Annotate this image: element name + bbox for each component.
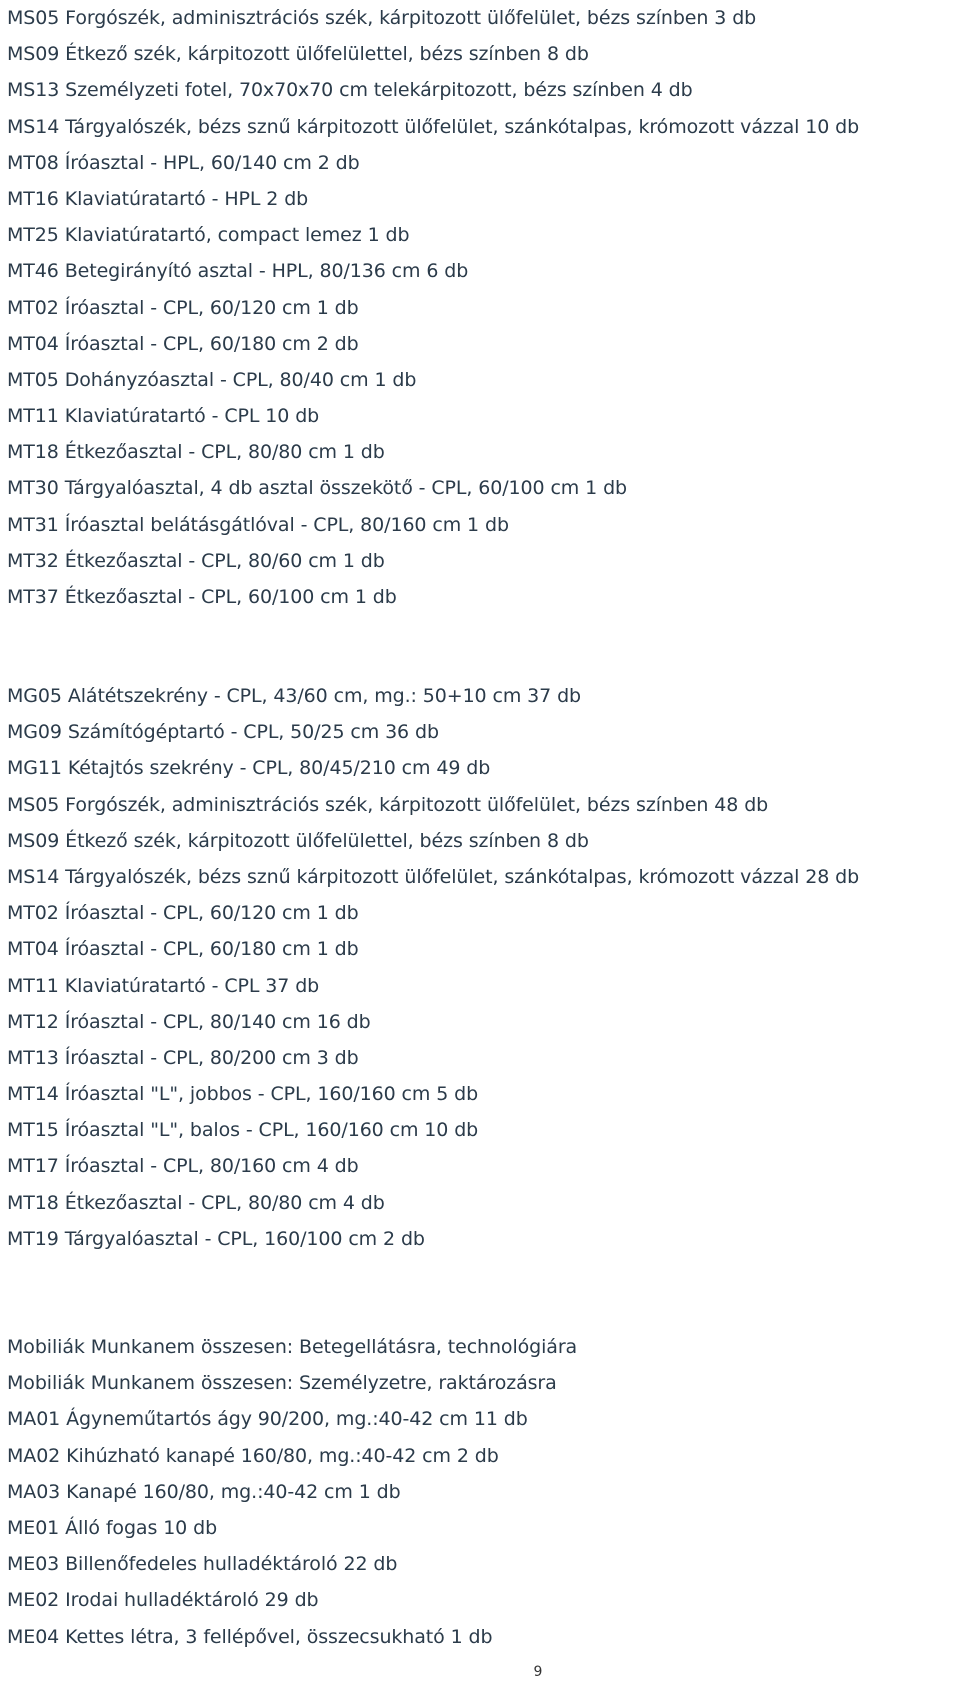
list-item: MT19 Tárgyalóasztal - CPL, 160/100 cm 2 db [7,1227,425,1250]
list-item: ME03 Billenőfedeles hulladéktároló 22 db [7,1553,398,1576]
list-item: ME02 Irodai hulladéktároló 29 db [7,1589,319,1612]
list-item: MT18 Étkezőasztal - CPL, 80/80 cm 1 db [7,441,385,464]
list-item: MT46 Betegirányító asztal - HPL, 80/136 cm 6 db [7,260,469,283]
list-item: MA01 Ágyneműtartós ágy 90/200, mg.:40-42 cm 11 db [7,1408,528,1431]
list-item: MA03 Kanapé 160/80, mg.:40-42 cm 1 db [7,1480,401,1503]
list-item: MT12 Íróasztal - CPL, 80/140 cm 16 db [7,1010,371,1033]
item-list-section-2 [7,678,957,1257]
list-item: MT16 Klaviatúratartó - HPL 2 db [7,187,309,210]
list-item: MS14 Tárgyalószék, bézs sznű kárpitozott ülőfelület, szánkótalpas, krómozott vázzal 28 db [7,865,860,888]
list-item: MT37 Étkezőasztal - CPL, 60/100 cm 1 db [7,586,397,608]
list-item: Mobiliák Munkanem összesen: Betegellátásra, technológiára [7,1336,578,1358]
list-item: MT32 Étkezőasztal - CPL, 80/60 cm 1 db [7,549,385,572]
list-item: MS13 Személyzeti fotel, 70x70x70 cm telekárpitozott, bézs színben 4 db [7,79,693,102]
list-item: MT13 Íróasztal - CPL, 80/200 cm 3 db [7,1046,359,1069]
list-item: MT31 Íróasztal belátásgátlóval - CPL, 80/160 cm 1 db [7,513,509,536]
list-item: MG11 Kétajtós szekrény - CPL, 80/45/210 cm 49 db [7,757,491,780]
list-item: MT15 Íróasztal "L", balos - CPL, 160/160 cm 10 db [7,1119,479,1142]
list-item: MA02 Kihúzható kanapé 160/80, mg.:40-42 cm 2 db [7,1444,499,1467]
list-item: MT17 Íróasztal - CPL, 80/160 cm 4 db [7,1155,359,1178]
list-item: MT18 Étkezőasztal - CPL, 80/80 cm 4 db [7,1191,385,1214]
list-item: ME01 Álló fogas 10 db [7,1516,218,1539]
list-item: MS05 Forgószék, adminisztrációs szék, kárpitozott ülőfelület, bézs színben 3 db [7,7,757,29]
list-item: MT04 Íróasztal - CPL, 60/180 cm 2 db [7,332,359,355]
list-item: MT08 Íróasztal - HPL, 60/140 cm 2 db [7,151,360,174]
list-item: MS09 Étkező szék, kárpitozott ülőfelülettel, bézs színben 8 db [7,43,589,66]
list-item: MS05 Forgószék, adminisztrációs szék, kárpitozott ülőfelület, bézs színben 48 db [7,793,769,816]
list-item: MT05 Dohányzóasztal - CPL, 80/40 cm 1 db [7,368,417,391]
list-item: MT11 Klaviatúratartó - CPL 37 db [7,974,320,997]
list-item: MT30 Tárgyalóasztal, 4 db asztal összekötő - CPL, 60/100 cm 1 db [7,477,627,500]
list-item: MS09 Étkező szék, kárpitozott ülőfelülettel, bézs színben 8 db [7,829,589,852]
list-item: MT14 Íróasztal "L", jobbos - CPL, 160/160 cm 5 db [7,1083,479,1106]
page-number: 9 [533,1664,543,1680]
list-item: Mobiliák Munkanem összesen: Személyzetre, raktározásra [7,1372,557,1395]
list-item: MT02 Íróasztal - CPL, 60/120 cm 1 db [7,902,359,925]
list-item: MG05 Alátétszekrény - CPL, 43/60 cm, mg.: 50+10 cm 37 db [7,685,582,707]
list-item: MT04 Íróasztal - CPL, 60/180 cm 1 db [7,938,359,961]
list-item: MT02 Íróasztal - CPL, 60/120 cm 1 db [7,296,359,319]
item-list-section-3 [7,1329,957,1655]
list-item: MT25 Klaviatúratartó, compact lemez 1 db [7,224,410,247]
item-list-section-1 [7,0,957,615]
list-item: ME04 Kettes létra, 3 fellépővel, összecsukható 1 db [7,1625,493,1648]
list-item: MS14 Tárgyalószék, bézs sznű kárpitozott ülőfelület, szánkótalpas, krómozott vázzal 10 db [7,115,860,138]
list-item: MT11 Klaviatúratartó - CPL 10 db [7,405,320,428]
list-item: MG09 Számítógéptartó - CPL, 50/25 cm 36 db [7,721,439,744]
